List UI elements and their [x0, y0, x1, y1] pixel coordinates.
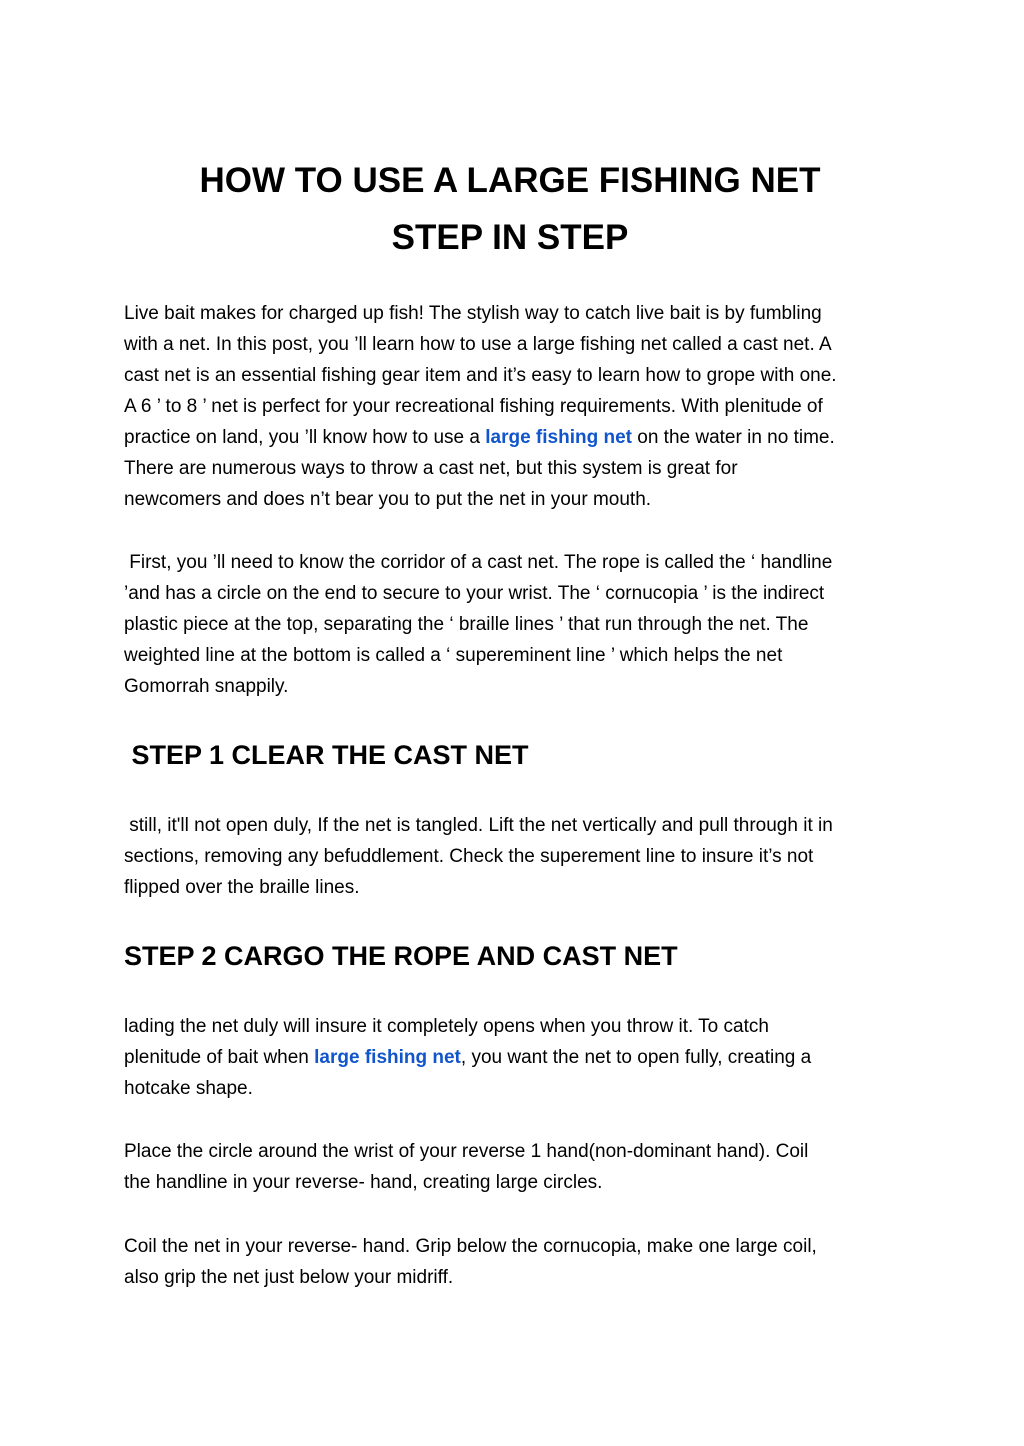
parts-line-2: ’and has a circle on the end to secure to your wrist. The ‘ cornucopia ’ is the indirect — [124, 583, 825, 604]
step-2-p1-line-2-before: plenitude of bait when — [124, 1047, 315, 1068]
step-1-line-3: flipped over the braille lines. — [124, 877, 360, 898]
intro-line-2: with a net. In this post, you ’ll learn how to use a large fishing net called a cast net. A — [124, 334, 832, 355]
step-2-p1-line-2 — [124, 1042, 914, 1073]
step-2-p2-line-2: the handline in your reverse- hand, creating large circles. — [124, 1172, 603, 1193]
large-fishing-net-link[interactable]: large fishing net — [485, 427, 632, 448]
step-2-p1-line-3: hotcake shape. — [124, 1078, 253, 1099]
step-2-p2-line-1: Place the circle around the wrist of your reverse 1 hand(non-dominant hand). Coil — [124, 1141, 809, 1162]
intro-line-3: cast net is an essential fishing gear item and it’s easy to learn how to grope with one. — [124, 365, 837, 386]
step-2-paragraph-1 — [124, 1011, 914, 1104]
intro-line-5-after: on the water in no time. — [631, 427, 835, 448]
page-title-line-1: HOW TO USE A LARGE FISHING NET — [199, 161, 821, 200]
step-2-p3-line-1: Coil the net in your reverse- hand. Grip below the cornucopia, make one large coil, — [124, 1236, 817, 1257]
step-1-paragraph — [124, 810, 914, 903]
step-1-heading: STEP 1 CLEAR THE CAST NET — [124, 740, 529, 770]
page-title — [100, 152, 920, 266]
step-1-line-2: sections, removing any befuddlement. Check the superement line to insure it’s not — [124, 846, 814, 867]
step-1-line-1: still, it'll not open duly, If the net is tangled. Lift the net vertically and pull through it in — [124, 815, 833, 836]
parts-line-1: First, you ’ll need to know the corridor of a cast net. The rope is called the ‘ handline — [124, 552, 833, 573]
step-2-p1-line-2-after: , you want the net to open fully, creating a — [460, 1047, 812, 1068]
intro-line-1: Live bait makes for charged up fish! The stylish way to catch live bait is by fumbling — [124, 303, 822, 324]
parts-line-5: Gomorrah snappily. — [124, 676, 289, 697]
parts-line-3: plastic piece at the top, separating the ‘ braille lines ’ that run through the net. The — [124, 614, 809, 635]
intro-line-5 — [124, 422, 914, 453]
step-2-paragraph-2 — [124, 1136, 914, 1198]
intro-line-5-before: practice on land, you ’ll know how to use a — [124, 427, 486, 448]
step-2-paragraph-3 — [124, 1231, 914, 1293]
intro-paragraph — [124, 298, 914, 515]
intro-line-7: newcomers and does n’t bear you to put the net in your mouth. — [124, 489, 652, 510]
step-2-p1-line-1: lading the net duly will insure it completely opens when you throw it. To catch — [124, 1016, 769, 1037]
intro-line-6: There are numerous ways to throw a cast net, but this system is great for — [124, 458, 738, 479]
large-fishing-net-link-2[interactable]: large fishing net — [314, 1047, 461, 1068]
page-title-line-2: STEP IN STEP — [391, 218, 629, 257]
parts-line-4: weighted line at the bottom is called a ‘ supereminent line ’ which helps the net — [124, 645, 783, 666]
intro-line-4: A 6 ’ to 8 ’ net is perfect for your recreational fishing requirements. With plenitude of — [124, 396, 823, 417]
step-2-heading: STEP 2 CARGO THE ROPE AND CAST NET — [124, 941, 678, 971]
parts-paragraph — [124, 547, 914, 702]
step-2-p3-line-2: also grip the net just below your midriff. — [124, 1267, 454, 1288]
